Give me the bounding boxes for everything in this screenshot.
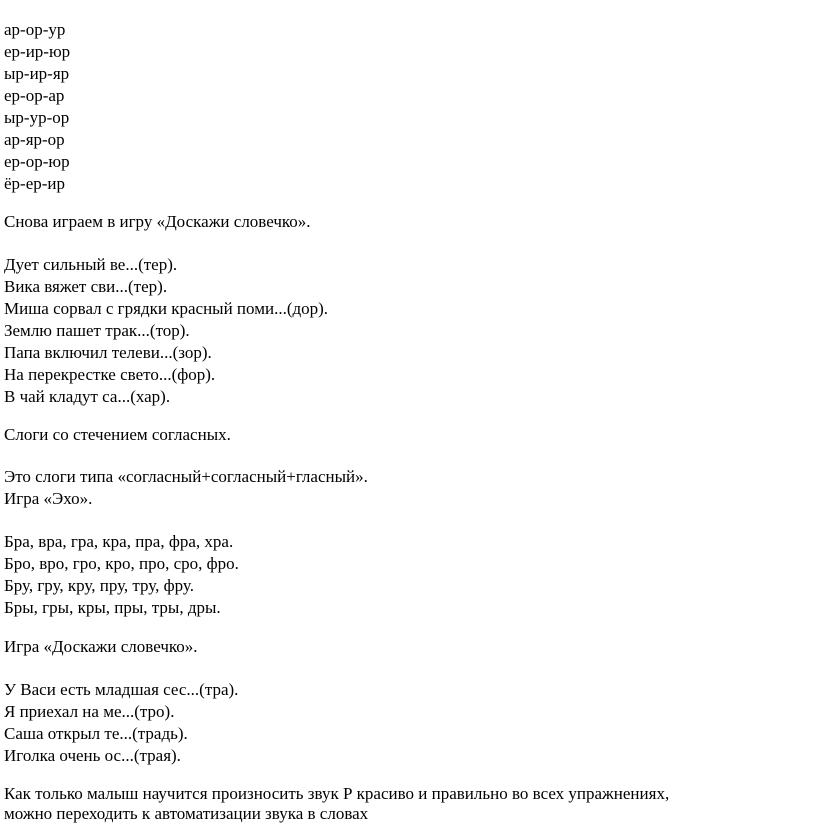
syllable-chain: ёр-ер-ир bbox=[4, 174, 66, 193]
game2-intro: Игра «Доскажи словечко». bbox=[4, 637, 198, 656]
syllable-chain: ыр-ир-яр bbox=[4, 64, 70, 83]
game1-sentence: В чай кладут са...(хар). bbox=[4, 387, 171, 406]
game2-sentence: Саша открыл те...(традь). bbox=[4, 724, 188, 743]
game2-sentence: У Васи есть младшая сес...(тра). bbox=[4, 680, 239, 699]
cluster-syllables-line: Бры, гры, кры, пры, тры, дры. bbox=[4, 598, 221, 617]
syllable-chain: ар-яр-ор bbox=[4, 130, 65, 149]
conclusion-line: Как только малыш научится произносить звук Р красиво и правильно во всех упражнениях, bbox=[4, 784, 670, 803]
game2-sentence: Я приехал на ме...(тро). bbox=[4, 702, 175, 721]
game1-sentence: Вика вяжет сви...(тер). bbox=[4, 277, 168, 296]
syllable-chain: ер-ор-ар bbox=[4, 86, 65, 105]
game1-sentence: Миша сорвал с грядки красный поми...(дор). bbox=[4, 299, 329, 318]
syllable-chain: ыр-ур-ор bbox=[4, 108, 70, 127]
game2-sentence: Иголка очень ос...(трая). bbox=[4, 746, 181, 765]
cluster-syllables-line: Бра, вра, гра, кра, пра, фра, хра. bbox=[4, 532, 234, 551]
game1-sentence: На перекрестке свето...(фор). bbox=[4, 365, 216, 384]
cluster-type-description: Это слоги типа «согласный+согласный+гласный». bbox=[4, 467, 368, 486]
game1-intro: Снова играем в игру «Доскажи словечко». bbox=[4, 212, 311, 231]
cluster-syllables-line: Бро, вро, гро, кро, про, сро, фро. bbox=[4, 554, 239, 573]
cluster-heading: Слоги со стечением согласных. bbox=[4, 425, 231, 444]
echo-game-title: Игра «Эхо». bbox=[4, 489, 93, 508]
cluster-syllables-line: Бру, гру, кру, пру, тру, фру. bbox=[4, 576, 194, 595]
conclusion-line: можно переходить к автоматизации звука в словах bbox=[4, 804, 369, 823]
syllable-chain: ар-ор-ур bbox=[4, 20, 66, 39]
game1-sentence: Дует сильный ве...(тер). bbox=[4, 255, 178, 274]
syllable-chain: ер-ор-юр bbox=[4, 152, 70, 171]
game1-sentence: Папа включил телеви...(зор). bbox=[4, 343, 212, 362]
game1-sentence: Землю пашет трак...(тор). bbox=[4, 321, 190, 340]
syllable-chain: ер-ир-юр bbox=[4, 42, 71, 61]
